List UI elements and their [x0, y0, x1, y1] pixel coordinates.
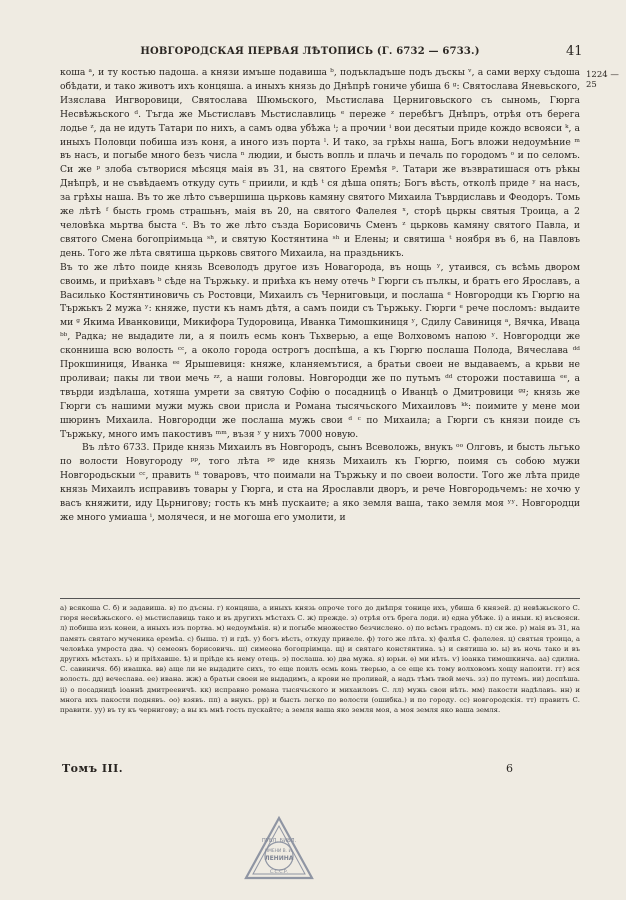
paragraph: коша ᵃ, и ту костью падоша. а князи имъше подавиша ᵇ, подъкладъше подъ дъскы ᵛ, а сами верху съдоша обѣдати, и тако животъ ихъ концяша. а иныхъ князь до Днѣпрѣ гониче убиша 6 ᵍ: Святослава Яневьского, Изяслава Ингворовици, Святослава Шюмьского, Мьстислава Церниговьского съ сыномь, Гюрга Несвѣжьского ᵈ. Тъгда же Мьстиславъ Мьстиславлиць ᵉ переже ᶻ перебѣгъ Днѣпръ, отрѣя отъ берега лодье ᶻ, да не идуть Татари по нихъ, а самъ одва убѣжа ⁱ; а прочии ⁱ вои десятыи приде кождо всвояси ᵏ, а иныхъ Половци побиша изъ коня, а иного изъ порта ˡ. И тако, за грѣхы наша, Богъ вложи недоумѣние ᵐ въ насъ, и погыбе много безъ числа ⁿ людии, и бысть вопль и плачь и печаль по городомъ ᵒ и по селомъ. Си же ᵖ злоба сътворися мѣсяця маія въ 31, на святого Еремѣя ᵖ. Татари же възвратишася отъ рѣкы Днѣпрѣ, и не съвѣдаемъ откуду суть ᶜ приили, и кдѣ ᵗ ся дѣша опять; Богъ вѣсть, отколѣ приде ʸ на насъ, за грѣхы наша. Въ то же лѣто съвершиша цьрковь камяну святого Михаила Тъврдиславь и Феодоръ. Томь же лѣтѣ ᶠ бысть громь страшьнъ, маія въ 20, на святого Фалелея ˣ, сторѣ цьркы святыя Троица, а 2 человѣка мьртва быста ᶜ. Въ то же лѣто създа Борисовичь Сменъ ᶻ цьрковь камяну святого Павла, и святого Смена богопріимьца ˢʰ, и святую Костянтина ˢʰ и Елены; и святиша ᵗ ноября въ 6, на Павловъ день. Того же лѣта святиша цьрковь святого Михаила, на праздьникъ.	[60, 67, 580, 259]
footnotes-text: а) всякоша С. б) и задавиша. в) по дъсны. г) концяша, а иныхъ князь опроче того до днѣпря тонице ихъ, убиша 6 князей. д) невѣжьского С. гюря несвѣжьского. е) мьстиславиць тако и въ другихъ мѣстахъ С. ж) прежде. з) отрѣя отъ брега лоди. и) една убѣже. і) а иныи. к) въсвояси. л) побиша изъ конеи, а иныхъ изъ портва. м) недоумѣнія. н) и погыбе множество безчислено. о) по всѣмъ градомъ. п) си же. р) маія въ 31, на память святаго мученика еремѣа. с) быша. т) и гдѣ. у) богъ вѣсть, откуду привеле. ф) того же лѣта. х) фалѣя С. фалелея. ц) святыя троица, а человѣка умроста два. ч) семеонъ борисовичь. ш) симеона богопріимца. щ) и святаго констянтина. ъ) и святиша ю. ы) въ ночь тако и въ другихъ мѣстахъ. ь) и пріѣхавше. ѣ) и пріѣде къ нему отець. э) послаша. ю) два мужа. я) юрьи. ѳ) ми нѣть. ѵ) іоанка тимошкинча. аа) сдилиа. С. савиничя. бб) ивашка. вв) аще ли не выдадите сихъ, то еще поилъ есмь конь тверью, а се еще къ тому волховомъ хощу напоити. гг) вся волость. дд) вечеслава. ее) ивана. жж) а братьи своеи не выдадимъ, а крови не проливай, а надъ тѣмъ твой мечь. зз) по путемъ. ии) доспѣша. іі) о посадницѣ іоаннѣ дмитреевичѣ. кк) исправно романа тысячьского и михаиловъ С. лл) мужь свои нѣть. мм) пакости надѣлавъ. нн) и многа ихъ пакости поднявъ. оо) взявъ. пп) а внукъ. рр) и бысть легко по волости (ошибка.) и по городу. сс) новгородскія. тт) правитъ С. правити. уу) въ ту къ чернигову; а вы къ мнѣ гость пускайте; а земля ваша яко земля моя, а моя земля яко ваша земля.	[60, 604, 580, 715]
paragraph: Въ то же лѣто поиде князь Всеволодъ другое изъ Новагорода, въ нощь ʸ, утаився, съ всѣмь двором своимь, и приѣхавъ ᵇ сѣде на Тържьку. и приѣха къ нему отечь ᵇ Гюрги съ пълкы, и братъ его Ярославъ, а Василько Костянтиновичь съ Ростовци, Михаилъ съ Черниговьци, и послаша ᵉ Новгородци къ Гюргю на Тържькъ 2 мужа ʸ: княже, пусти къ намъ дѣтя, а самъ поиди съ Тържьку. Гюрги ᵉ рече посломъ: выдаите ми ᵍ Якима Иванковици, Микифора Тудоровица, Иванка Тимошкиниця ʸ, Сдилу Савиниця ᵃ, Вячка, Иваца ᵇᵇ, Радка; не выдадите ли, а я поилъ есмь конъ Тьхверью, а еще Волховомъ напою ʸ. Новгородци же сконниша всю волость ᶜᶜ, а около города острогъ доспѣша, а къ Гюргю послаша Полода, Вячеслава ᵈᵈ Прокшиниця, Иванка ᵉᵉ Ярышевиця: княже, кланяемътися, а братьи своеи не выдаваемъ, а крьви не проливаи; пакы ли твои мечь ᶻᶻ, а наши головы. Новгородци же по путьмъ ᵈᵈ сторожи поставиша ᵉᵉ, а твърди издѣлаша, хотяша умрети за святую Софію о посадницѣ о Иванцѣ о Дмитровици ᵍᵍ; князь же Гюрги съ нашими мужи мужь свои присла и Романа тысячьского Михаиловъ ᵏᵏ: поимите у мене мои шюринъ Михаила. Новгородци же послаша мужь свои ᵈ ᶜ по Михаила; а Гюрги съ князи поиде съ Тържьку, много имъ пакостивъ ᵐᵐ, възя ʸ у нихъ 7000 новую.	[60, 261, 580, 440]
library-stamp-icon	[243, 815, 315, 887]
stamp-top-text: ПУБЛ. БИБЛ.	[261, 838, 297, 844]
stamp-bottom-text: С.С.С.Р.	[269, 870, 289, 875]
margin-year-note: 1224 — 25	[586, 70, 619, 90]
page-number: 41	[566, 44, 583, 59]
chronicle-text	[60, 66, 580, 592]
footnote-divider	[60, 598, 580, 599]
running-header	[0, 46, 626, 62]
paragraph-year-6733: Въ лѣто 6733. Приде князь Михаилъ въ Новгородъ, сынъ Всеволожь, внукъ ᵒᵒ Олговъ, и бысть льгько по волости Новугороду ᵖᵖ, того лѣта ᵖᵖ иде князь Михаилъ къ Гюргю, поимя съ собою мужи Новгородьскыи ᶜᶜ, править ᵗᵗ товаровъ, что поимали на Тържьку и по своеи волости. Того же лѣта приде князь Михаилъ исправивъ товары у Гюрга, и ста на Ярославли дворъ, и рече Новгородьчемъ: не хочю у васъ княжити, иду Цьрнигову; гость къ мнѣ пускаите; а яко земля ваша, тако земля моя ʸʸ. Новгородци же много умиаша ⁱ, молячеся, и не могоша его умолити, и	[60, 442, 580, 523]
stamp-middle-text: ИМЕНИ В. И.	[264, 849, 294, 854]
sheet-number: 6	[506, 762, 513, 775]
stamp-name-text: ЛЕНИНА	[264, 855, 294, 862]
header-title: НОВГОРОДСКАЯ ПЕРВАЯ ЛѢТОПИСЬ (Г. 6732 — 6733.)	[140, 46, 480, 57]
volume-label: Томъ III.	[62, 762, 124, 775]
footnotes	[60, 603, 580, 743]
